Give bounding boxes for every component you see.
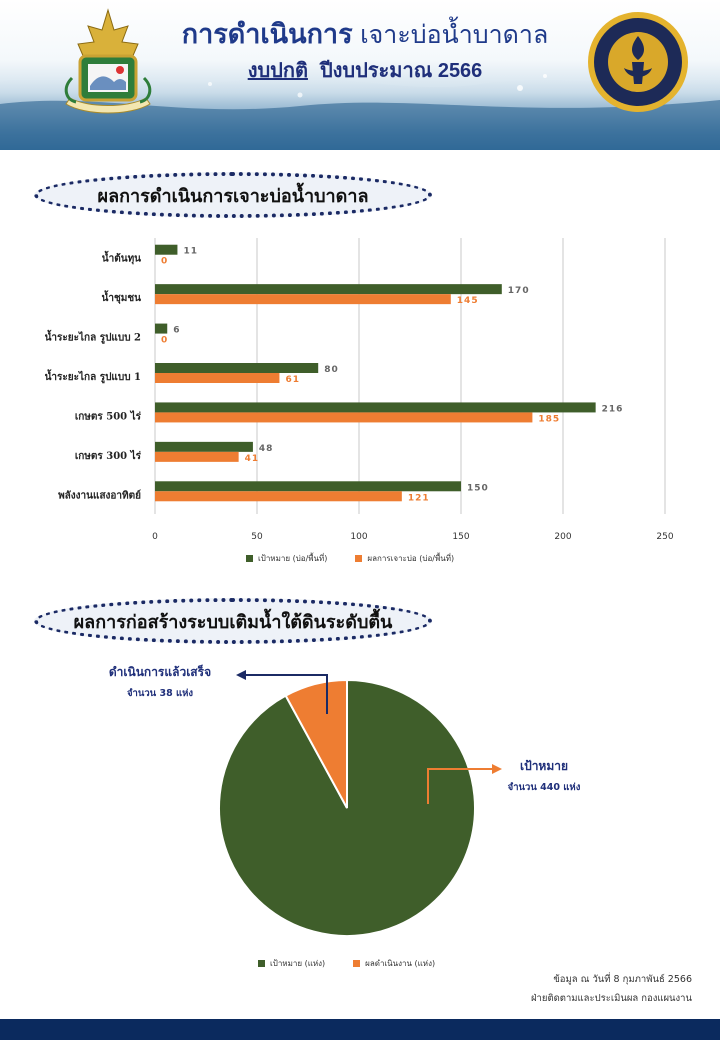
- bar-result-3: [155, 373, 279, 383]
- y-category-label-1: น้ำชุมชน: [101, 293, 141, 305]
- data-date-note: ข้อมูล ณ วันที่ 8 กุมภาพันธ์ 2566: [553, 974, 692, 985]
- bar-target-4: [155, 402, 596, 412]
- x-tick-label-50: 50: [251, 532, 263, 542]
- data-label-result-4: 185: [538, 414, 561, 425]
- page-title: การดำเนินการ เจาะบ่อน้ำบาดาล: [181, 19, 549, 49]
- x-tick-label-150: 150: [452, 532, 470, 542]
- bar-result-4: [155, 412, 532, 422]
- data-label-result-1: 145: [456, 296, 479, 307]
- legend-item-result: ผลการเจาะบ่อ (บ่อ/พื้นที่): [355, 552, 454, 565]
- x-tick-label-250: 250: [656, 532, 674, 542]
- data-label-result-0: 0: [161, 256, 169, 267]
- data-label-result-6: 121: [407, 493, 430, 504]
- bar-target-0: [155, 245, 177, 255]
- drilling-bar-chart: [0, 230, 720, 550]
- bar-target-5: [155, 442, 253, 452]
- bar-result-1: [155, 294, 451, 304]
- bar-result-5: [155, 452, 239, 462]
- section-title-recharge: ผลการก่อสร้างระบบเติมน้ำใต้ดินระดับตื้น: [34, 598, 432, 644]
- y-category-label-5: เกษตร 300 ไร่: [74, 450, 141, 462]
- annotation-label-completed: ดำเนินการแล้วเสร็จ: [108, 665, 212, 679]
- ministry-emblem-icon: [58, 8, 158, 120]
- department-seal-icon: [586, 10, 690, 114]
- y-category-label-2: น้ำระยะไกล รูปแบบ 2: [44, 332, 141, 344]
- y-category-label-0: น้ำต้นทุน: [101, 253, 141, 265]
- annotation-detail-completed: จำนวน 38 แห่ง: [126, 688, 194, 699]
- annotation-arrow-target: [492, 764, 502, 774]
- bar-target-6: [155, 481, 461, 491]
- y-category-label-3: น้ำระยะไกล รูปแบบ 1: [44, 372, 141, 383]
- page-subtitle: งบปกติ ปีงบประมาณ 2566: [247, 60, 483, 82]
- header-banner: [0, 0, 720, 150]
- x-tick-label-200: 200: [554, 532, 572, 542]
- data-label-target-0: 11: [183, 246, 198, 257]
- legend-item-target: เป้าหมาย (บ่อ/พื้นที่): [246, 552, 327, 565]
- annotation-label-target: เป้าหมาย: [519, 759, 569, 773]
- data-label-target-6: 150: [467, 483, 489, 494]
- bar-target-2: [155, 324, 167, 334]
- recharge-pie-chart: [0, 640, 720, 950]
- data-label-result-2: 0: [161, 335, 169, 346]
- annotation-arrow-completed: [236, 670, 246, 680]
- data-label-result-5: 41: [244, 453, 260, 464]
- legend-item-pie-target: เป้าหมาย (แห่ง): [258, 957, 325, 970]
- pie-chart-legend: [258, 957, 463, 970]
- x-tick-label-0: 0: [152, 532, 158, 542]
- data-label-target-2: 6: [173, 325, 181, 336]
- bar-target-1: [155, 284, 502, 294]
- bar-target-3: [155, 363, 318, 373]
- x-tick-label-100: 100: [350, 532, 368, 542]
- source-note: ฝ่ายติดตามและประเมินผล กองแผนงาน: [530, 993, 692, 1004]
- data-label-target-1: 170: [507, 286, 530, 297]
- bar-chart-legend: [246, 552, 482, 565]
- section-title-drilling: ผลการดำเนินการเจาะบ่อน้ำบาดาล: [34, 172, 432, 218]
- legend-item-pie-result: ผลดำเนินงาน (แห่ง): [353, 957, 435, 970]
- footer-bar: [0, 1019, 720, 1040]
- annotation-detail-target: จำนวน 440 แห่ง: [507, 782, 581, 793]
- data-label-target-3: 80: [324, 365, 339, 375]
- data-label-result-3: 61: [285, 375, 300, 385]
- bar-result-6: [155, 491, 402, 501]
- data-label-target-5: 48: [258, 443, 274, 454]
- data-label-target-4: 216: [601, 404, 624, 415]
- y-category-label-6: พลังงานแสงอาทิตย์: [58, 490, 141, 502]
- y-category-label-4: เกษตร 500 ไร่: [74, 411, 141, 423]
